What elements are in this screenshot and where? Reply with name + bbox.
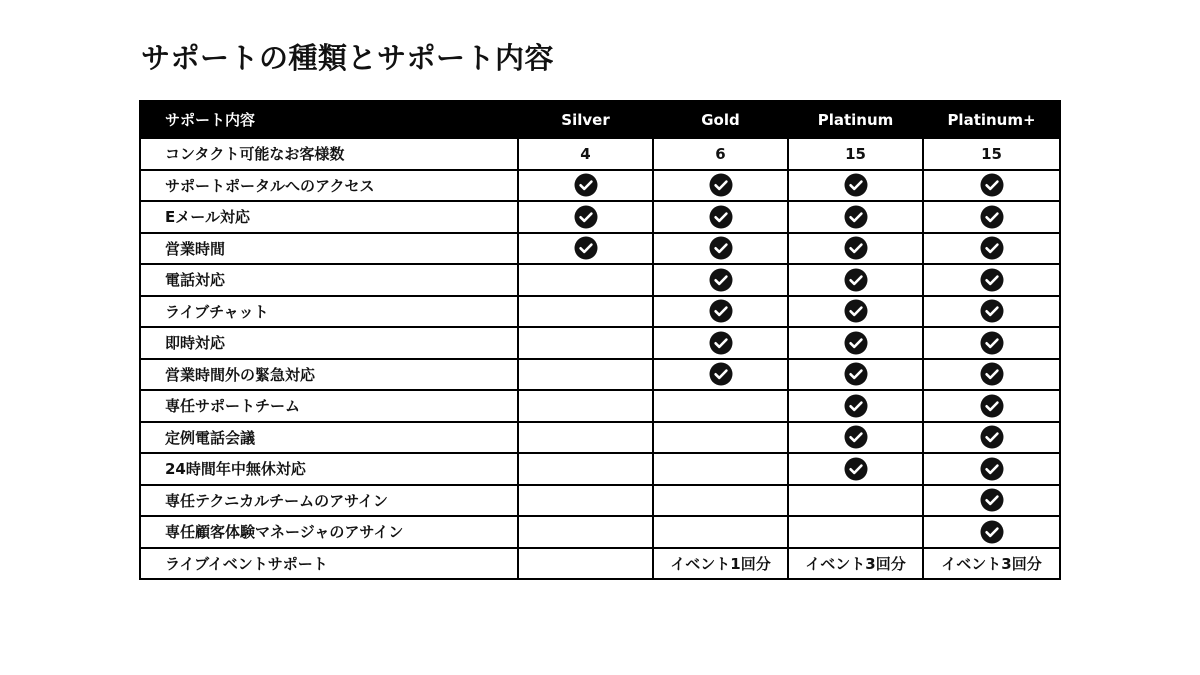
support-comparison-table <box>139 100 1061 580</box>
table-row <box>140 233 1060 265</box>
feature-label: 営業時間 <box>140 233 518 265</box>
check-circle-icon <box>980 173 1004 197</box>
cell-gold <box>653 296 788 328</box>
check-circle-icon <box>844 205 868 229</box>
feature-label: ライブイベントサポート <box>140 548 518 580</box>
cell-gold <box>653 390 788 422</box>
check-circle-icon <box>709 362 733 386</box>
cell-gold <box>653 233 788 265</box>
cell-silver: 4 <box>518 138 653 170</box>
cell-platinum-plus <box>923 233 1060 265</box>
cell-platinum-plus <box>923 296 1060 328</box>
cell-platinum: 15 <box>788 138 923 170</box>
table-body <box>140 138 1060 579</box>
cell-platinum <box>788 359 923 391</box>
table-row <box>140 296 1060 328</box>
check-circle-icon <box>709 236 733 260</box>
feature-label: コンタクト可能なお客様数 <box>140 138 518 170</box>
check-circle-icon <box>980 236 1004 260</box>
cell-platinum <box>788 327 923 359</box>
check-circle-icon <box>844 362 868 386</box>
cell-platinum-plus <box>923 453 1060 485</box>
cell-platinum-plus <box>923 390 1060 422</box>
cell-platinum <box>788 233 923 265</box>
cell-gold <box>653 359 788 391</box>
check-circle-icon <box>980 362 1004 386</box>
table-row <box>140 485 1060 517</box>
cell-silver <box>518 390 653 422</box>
cell-platinum-plus <box>923 264 1060 296</box>
check-circle-icon <box>844 457 868 481</box>
check-circle-icon <box>980 205 1004 229</box>
header-gold: Gold <box>653 101 788 138</box>
check-circle-icon <box>844 268 868 292</box>
feature-label: サポートポータルへのアクセス <box>140 170 518 202</box>
table-header-row <box>140 101 1060 138</box>
check-circle-icon <box>980 520 1004 544</box>
check-circle-icon <box>709 331 733 355</box>
check-circle-icon <box>844 299 868 323</box>
feature-label: 専任サポートチーム <box>140 390 518 422</box>
cell-platinum <box>788 390 923 422</box>
table-row <box>140 264 1060 296</box>
cell-silver <box>518 453 653 485</box>
feature-label: Eメール対応 <box>140 201 518 233</box>
table-row <box>140 516 1060 548</box>
cell-platinum <box>788 422 923 454</box>
table-row <box>140 327 1060 359</box>
check-circle-icon <box>844 173 868 197</box>
feature-label: 電話対応 <box>140 264 518 296</box>
feature-label: 営業時間外の緊急対応 <box>140 359 518 391</box>
cell-silver <box>518 548 653 580</box>
check-circle-icon <box>980 299 1004 323</box>
check-circle-icon <box>980 394 1004 418</box>
cell-platinum-plus <box>923 485 1060 517</box>
check-circle-icon <box>709 173 733 197</box>
table-row <box>140 170 1060 202</box>
check-circle-icon <box>980 457 1004 481</box>
cell-platinum-plus <box>923 170 1060 202</box>
table-row <box>140 548 1060 580</box>
feature-label: 24時間年中無休対応 <box>140 453 518 485</box>
header-support-content: サポート内容 <box>140 101 518 138</box>
cell-gold <box>653 170 788 202</box>
cell-silver <box>518 485 653 517</box>
check-circle-icon <box>574 173 598 197</box>
check-circle-icon <box>844 394 868 418</box>
check-circle-icon <box>980 488 1004 512</box>
cell-silver <box>518 233 653 265</box>
cell-silver <box>518 327 653 359</box>
cell-silver <box>518 359 653 391</box>
cell-gold: イベント1回分 <box>653 548 788 580</box>
cell-silver <box>518 516 653 548</box>
feature-label: 専任顧客体験マネージャのアサイン <box>140 516 518 548</box>
check-circle-icon <box>709 205 733 229</box>
table-row <box>140 453 1060 485</box>
check-circle-icon <box>980 425 1004 449</box>
cell-silver <box>518 422 653 454</box>
table-row <box>140 138 1060 170</box>
cell-platinum <box>788 264 923 296</box>
check-circle-icon <box>709 299 733 323</box>
check-circle-icon <box>844 331 868 355</box>
feature-label: 専任テクニカルチームのアサイン <box>140 485 518 517</box>
cell-gold <box>653 327 788 359</box>
cell-silver <box>518 264 653 296</box>
cell-gold <box>653 201 788 233</box>
cell-gold <box>653 264 788 296</box>
header-platinum: Platinum <box>788 101 923 138</box>
table-row <box>140 201 1060 233</box>
check-circle-icon <box>574 236 598 260</box>
table-row <box>140 390 1060 422</box>
cell-platinum-plus <box>923 359 1060 391</box>
cell-platinum: イベント3回分 <box>788 548 923 580</box>
cell-gold <box>653 453 788 485</box>
check-circle-icon <box>980 331 1004 355</box>
check-circle-icon <box>844 236 868 260</box>
cell-platinum <box>788 516 923 548</box>
cell-platinum-plus: イベント3回分 <box>923 548 1060 580</box>
cell-platinum <box>788 453 923 485</box>
cell-platinum <box>788 170 923 202</box>
cell-platinum <box>788 201 923 233</box>
cell-gold <box>653 422 788 454</box>
check-circle-icon <box>980 268 1004 292</box>
cell-platinum-plus: 15 <box>923 138 1060 170</box>
feature-label: ライブチャット <box>140 296 518 328</box>
cell-silver <box>518 296 653 328</box>
cell-platinum-plus <box>923 422 1060 454</box>
cell-platinum-plus <box>923 516 1060 548</box>
cell-platinum <box>788 296 923 328</box>
cell-gold <box>653 516 788 548</box>
cell-gold: 6 <box>653 138 788 170</box>
cell-silver <box>518 201 653 233</box>
page-title: サポートの種類とサポート内容 <box>141 41 555 75</box>
check-circle-icon <box>844 425 868 449</box>
check-circle-icon <box>709 268 733 292</box>
table-row <box>140 422 1060 454</box>
feature-label: 即時対応 <box>140 327 518 359</box>
check-circle-icon <box>574 205 598 229</box>
header-silver: Silver <box>518 101 653 138</box>
cell-platinum-plus <box>923 201 1060 233</box>
cell-platinum <box>788 485 923 517</box>
cell-platinum-plus <box>923 327 1060 359</box>
feature-label: 定例電話会議 <box>140 422 518 454</box>
cell-gold <box>653 485 788 517</box>
header-platinum-plus: Platinum+ <box>923 101 1060 138</box>
table-row <box>140 359 1060 391</box>
cell-silver <box>518 170 653 202</box>
